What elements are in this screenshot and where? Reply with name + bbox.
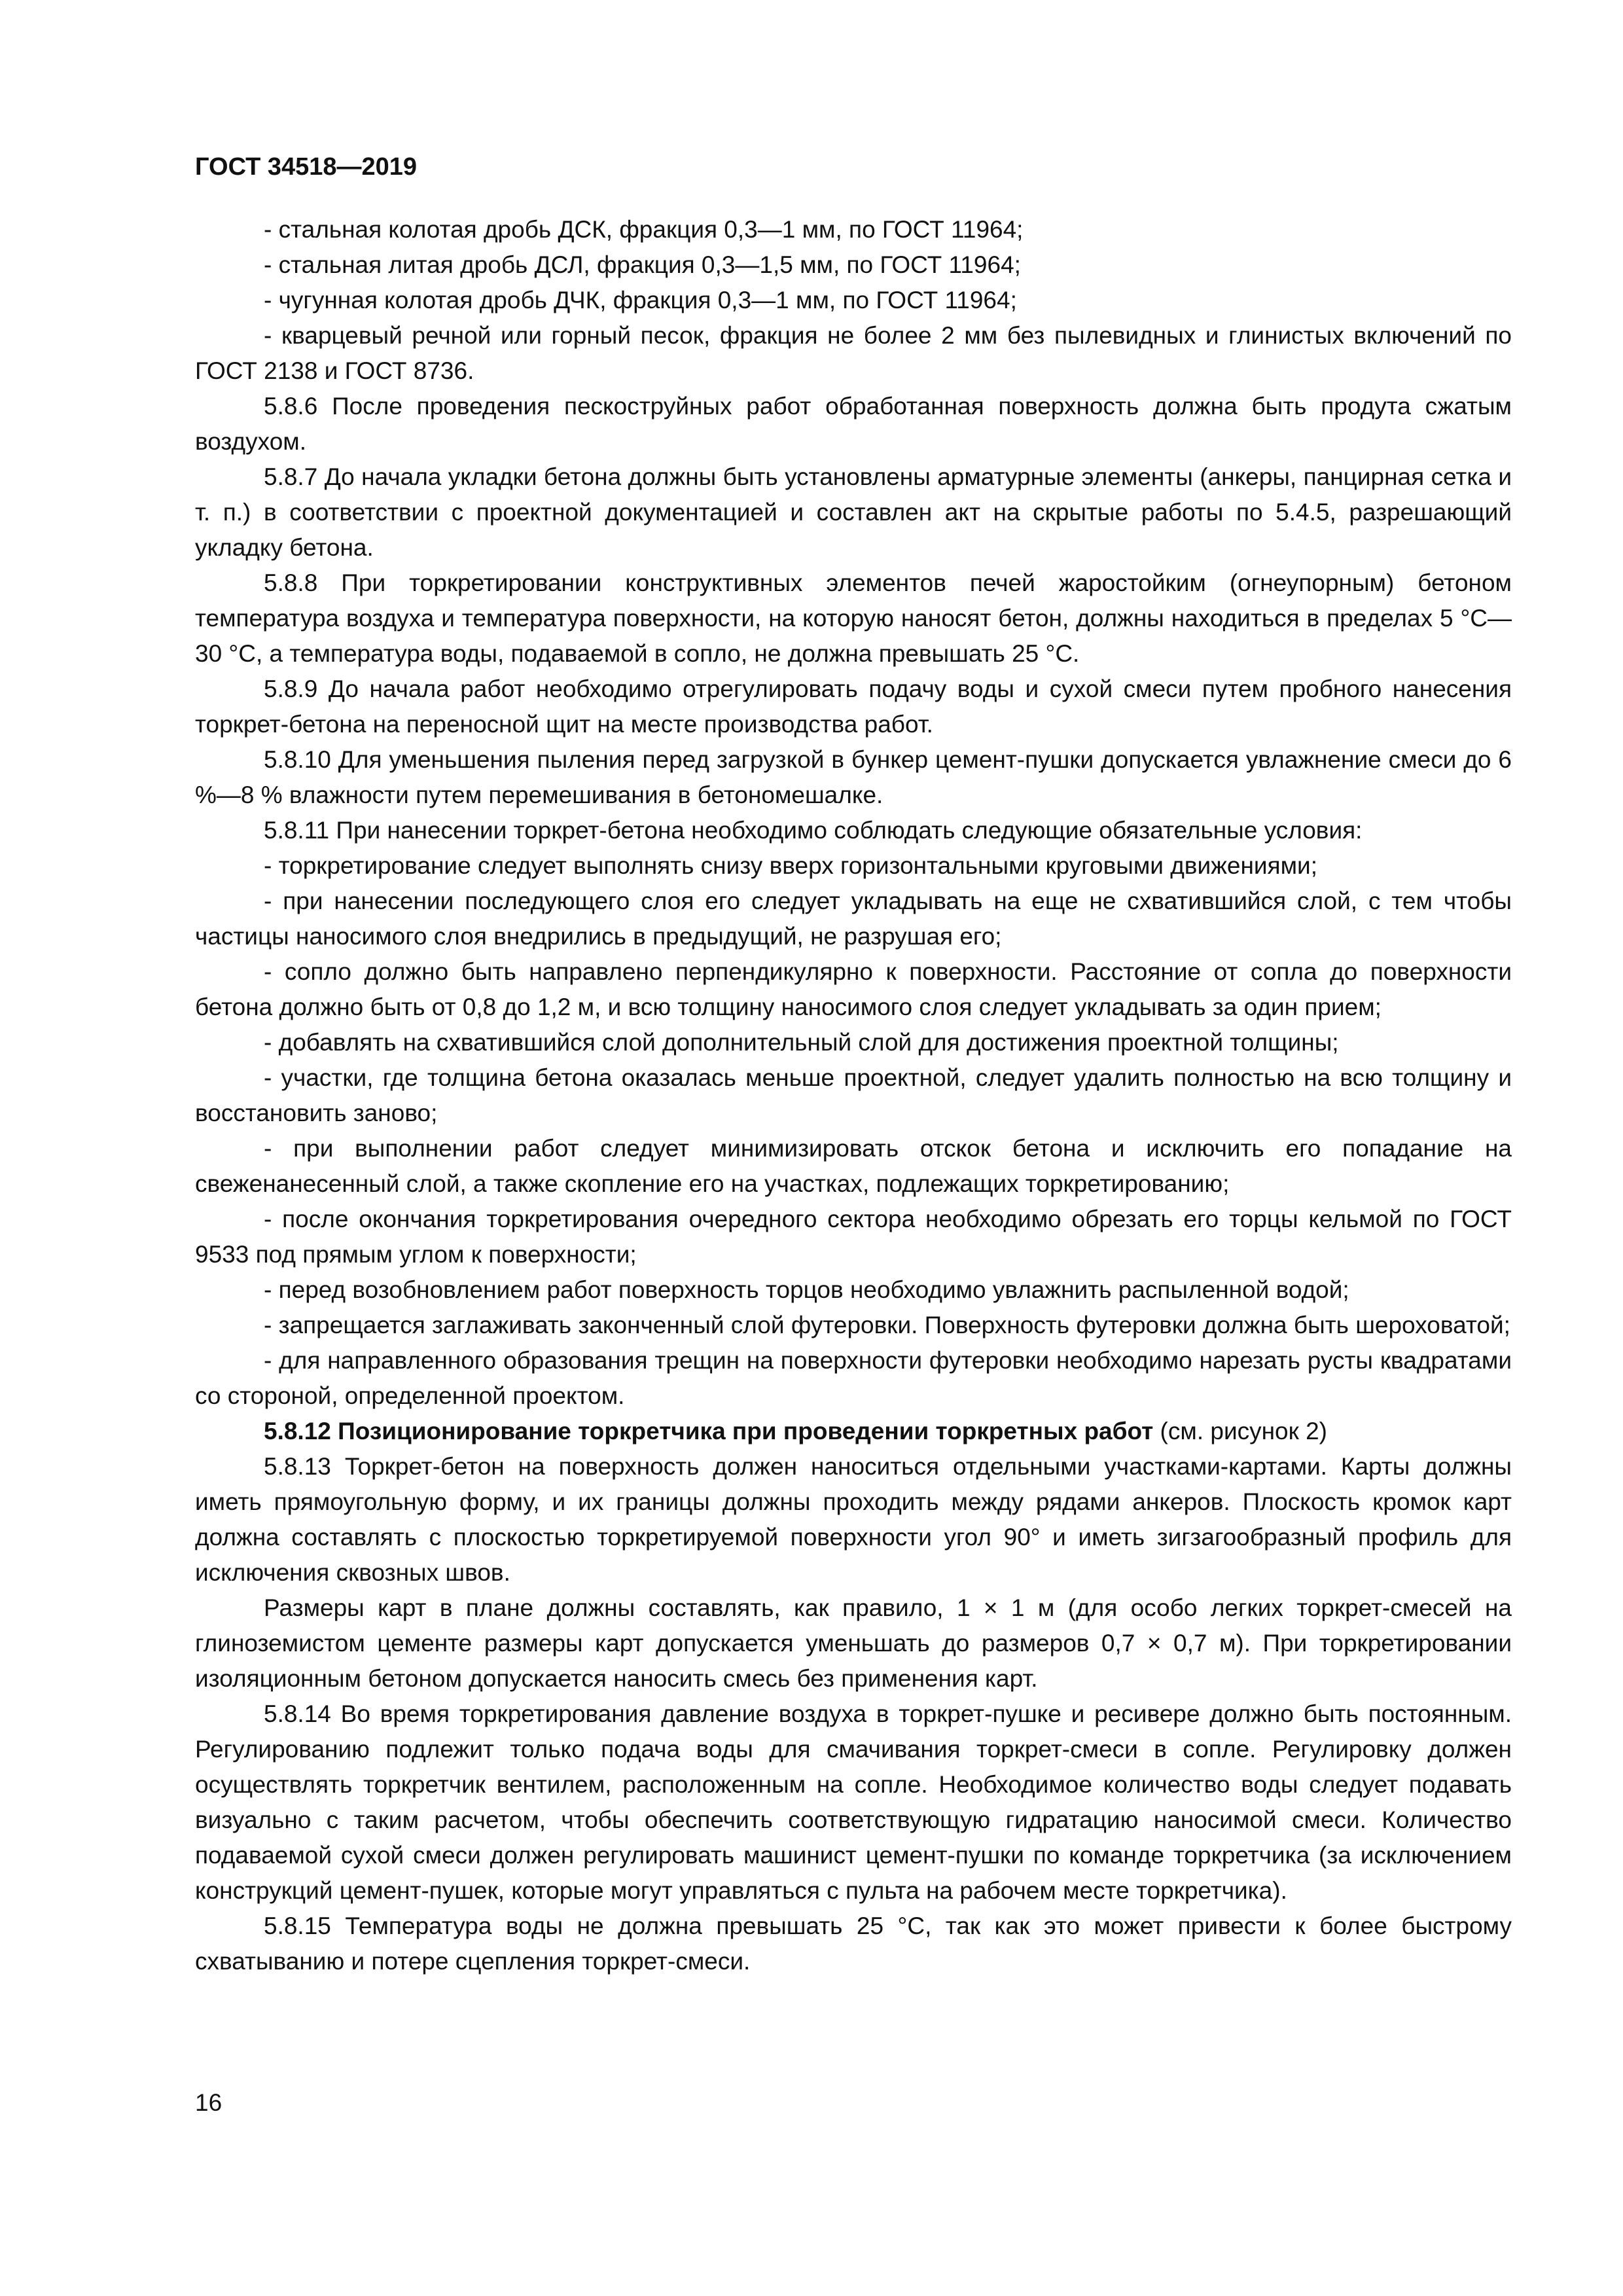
paragraph: - стальная литая дробь ДСЛ, фракция 0,3—1,5 мм, по ГОСТ 11964; [264,251,1021,278]
paragraph-5-8-15: 5.8.15 Температура воды не должна превышать 25 °С, так как это может привести к более быстрому схватыванию и потере сцепления торкрет-смеси. [195,1912,1512,1975]
paragraph: - чугунная колотая дробь ДЧК, фракция 0,3—1 мм, по ГОСТ 11964; [264,287,1017,314]
paragraph-5-8-9: 5.8.9 До начала работ необходимо отрегулировать подачу воды и сухой смеси путем пробного нанесения торкрет-бетона на переносной щит на месте производства работ. [195,675,1512,738]
section-heading-5-8-12 [195,1414,1512,1449]
paragraph-5-8-6: 5.8.6 После проведения пескоструйных работ обработанная поверхность должна быть продута сжатым воздухом. [195,393,1512,455]
paragraph: - кварцевый речной или горный песок, фракция не более 2 мм без пылевидных и глинистых включений по ГОСТ 2138 и ГОСТ 8736. [195,322,1512,384]
paragraph-5-8-10: 5.8.10 Для уменьшения пыления перед загрузкой в бункер цемент-пушки допускается увлажнение смеси до 6 %—8 % влажности путем перемешивания в бетономешалке. [195,746,1512,808]
list-item: - для направленного образования трещин на поверхности футеровки необходимо нарезать русты квадратами со стороной, определенной проектом. [195,1347,1512,1409]
list-item: - торкретирование следует выполнять снизу вверх горизонтальными круговыми движениями; [264,852,1317,879]
page-number: 16 [195,2089,223,2116]
section-heading-bold: 5.8.12 Позиционирование торкретчика при проведении торкретных работ [264,1418,1154,1444]
document-page [195,149,1512,1979]
paragraph-5-8-13: 5.8.13 Торкрет-бетон на поверхность должен наноситься отдельными участками-картами. Карты должны иметь прямоугольную форму, и их границы должны проходить между рядами анкеров. Плоскость кромок карт должна составлять с плоскостью торкретируемой поверхности угол 90° и иметь зигзагообразный профиль для исключения сквозных швов. [195,1453,1512,1586]
paragraph: - стальная колотая дробь ДСК, фракция 0,3—1 мм, по ГОСТ 11964; [264,216,1024,243]
standard-header: ГОСТ 34518—2019 [195,153,418,181]
list-item: - сопло должно быть направлено перпендикулярно к поверхности. Расстояние от сопла до поверхности бетона должно быть от 0,8 до 1,2 м, и всю толщину наносимого слоя следует укладывать за один прием; [195,958,1512,1020]
paragraph-5-8-14: 5.8.14 Во время торкретирования давление воздуха в торкрет-пушке и ресивере должно быть постоянным. Регулированию подлежит только подача воды для смачивания торкрет-смеси в сопле. Регулировку должен осуществлять торкретчик вентилем, расположенным на сопле. Необходимое количество воды следует подавать визуально с таким расчетом, чтобы обеспечить соответствующую гидратацию наносимой смеси. Количество подаваемой сухой смеси должен регулировать машинист цемент-пушки по команде торкретчика (за исключением конструкций цемент-пушек, которые могут управляться с пульта на рабочем месте торкретчика). [195,1700,1512,1904]
paragraph-5-8-11: 5.8.11 При нанесении торкрет-бетона необходимо соблюдать следующие обязательные условия: [264,817,1363,844]
list-item: - при выполнении работ следует минимизировать отскок бетона и исключить его попадание на свеженанесенный слой, а также скопление его на участках, подлежащих торкретированию; [195,1135,1512,1197]
figure-reference: (см. рисунок 2) [1153,1418,1328,1444]
list-item: - перед возобновлением работ поверхность торцов необходимо увлажнить распыленной водой; [264,1276,1349,1303]
list-item: - при нанесении последующего слоя его следует укладывать на еще не схватившийся слой, с тем чтобы частицы наносимого слоя внедрились в предыдущий, не разрушая его; [195,888,1512,950]
list-item: - запрещается заглаживать законченный слой футеровки. Поверхность футеровки должна быть шероховатой; [264,1312,1510,1338]
paragraph-5-8-7: 5.8.7 До начала укладки бетона должны быть установлены арматурные элементы (анкеры, панцирная сетка и т. п.) в соответствии с проектной документацией и составлен акт на скрытые работы по 5.4.5, разрешающий укладку бетона. [195,463,1512,561]
list-item: - участки, где толщина бетона оказалась меньше проектной, следует удалить полностью на всю толщину и восстановить заново; [195,1064,1512,1126]
list-item: - добавлять на схватившийся слой дополнительный слой для достижения проектной толщины; [264,1029,1339,1056]
paragraph-5-8-8: 5.8.8 При торкретировании конструктивных элементов печей жаростойким (огнеупорным) бетоном температура воздуха и температура поверхности, на которую наносят бетон, должны находиться в пределах 5 °С—30 °С, а температура воды, подаваемой в сопло, не должна превышать 25 °С. [195,569,1512,667]
list-item: - после окончания торкретирования очередного сектора необходимо обрезать его торцы кельмой по ГОСТ 9533 под прямым углом к поверхности; [195,1206,1512,1268]
paragraph-card-sizes: Размеры карт в плане должны составлять, как правило, 1 × 1 м (для особо легких торкрет-смесей на глиноземистом цементе размеры карт допускается уменьшать до размеров 0,7 × 0,7 м). При торкретировании изоляционным бетоном допускается наносить смесь без применения карт. [195,1594,1512,1692]
